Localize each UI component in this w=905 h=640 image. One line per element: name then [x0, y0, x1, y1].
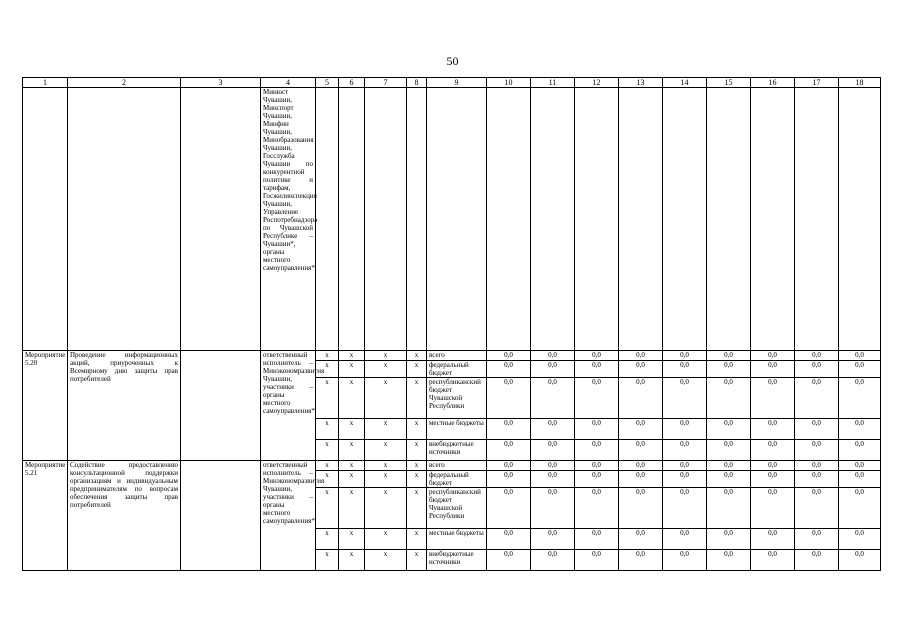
x-mark: х	[339, 351, 365, 361]
x-mark: х	[365, 378, 407, 419]
continuation-cell-9	[427, 88, 487, 351]
budget-value: 0,0	[663, 361, 707, 378]
budget-value: 0,0	[531, 550, 575, 571]
column-header-18: 18	[839, 78, 881, 88]
x-mark: х	[339, 378, 365, 419]
budget-value: 0,0	[487, 471, 531, 488]
budget-value: 0,0	[575, 378, 619, 419]
column-header-11: 11	[531, 78, 575, 88]
budget-value: 0,0	[795, 419, 839, 440]
budget-value: 0,0	[751, 378, 795, 419]
budget-value: 0,0	[531, 351, 575, 361]
x-mark: х	[365, 419, 407, 440]
header-row	[23, 78, 881, 88]
budget-value: 0,0	[839, 461, 881, 471]
budget-value: 0,0	[531, 361, 575, 378]
budget-value: 0,0	[795, 529, 839, 550]
measure-2-row	[23, 461, 881, 471]
x-mark: х	[316, 419, 339, 440]
continuation-cell-10	[487, 88, 531, 351]
budget-value: 0,0	[707, 351, 751, 361]
x-mark: х	[365, 461, 407, 471]
continuation-cell-15	[707, 88, 751, 351]
measure-title: Содействие предоставлению консультационной поддержки организациям и индивидуальным предпринимателям по вопросам обеспечения защиты прав потребителей	[68, 461, 181, 571]
measure-1-row	[23, 351, 881, 361]
budget-value: 0,0	[707, 440, 751, 461]
measure-col-3	[181, 351, 261, 461]
budget-value: 0,0	[531, 488, 575, 529]
budget-value: 0,0	[751, 361, 795, 378]
budget-value: 0,0	[487, 419, 531, 440]
continuation-cell-6	[339, 88, 365, 351]
column-header-3: 3	[181, 78, 261, 88]
continuation-cell-16	[751, 88, 795, 351]
column-header-2: 2	[68, 78, 181, 88]
budget-value: 0,0	[575, 351, 619, 361]
table-body	[23, 78, 881, 571]
budget-value: 0,0	[575, 550, 619, 571]
budget-value: 0,0	[795, 378, 839, 419]
column-header-6: 6	[339, 78, 365, 88]
budget-value: 0,0	[575, 361, 619, 378]
column-header-1: 1	[23, 78, 68, 88]
budget-value: 0,0	[619, 440, 663, 461]
budget-value: 0,0	[487, 488, 531, 529]
x-mark: х	[407, 471, 427, 488]
budget-value: 0,0	[663, 471, 707, 488]
continuation-cell-8	[407, 88, 427, 351]
budget-value: 0,0	[619, 419, 663, 440]
budget-value: 0,0	[663, 488, 707, 529]
budget-value: 0,0	[839, 471, 881, 488]
funding-source: местные бюджеты	[427, 529, 487, 550]
budget-value: 0,0	[619, 488, 663, 529]
column-header-14: 14	[663, 78, 707, 88]
continuation-cell-11	[531, 88, 575, 351]
x-mark: х	[365, 488, 407, 529]
budget-value: 0,0	[575, 440, 619, 461]
x-mark: х	[407, 550, 427, 571]
budget-value: 0,0	[575, 471, 619, 488]
x-mark: х	[316, 529, 339, 550]
page-number: 50	[446, 54, 459, 68]
budget-value: 0,0	[531, 461, 575, 471]
x-mark: х	[365, 361, 407, 378]
budget-value: 0,0	[619, 529, 663, 550]
x-mark: х	[407, 529, 427, 550]
budget-value: 0,0	[839, 440, 881, 461]
x-mark: х	[407, 361, 427, 378]
x-mark: х	[407, 351, 427, 361]
budget-value: 0,0	[575, 419, 619, 440]
budget-value: 0,0	[619, 461, 663, 471]
x-mark: х	[316, 488, 339, 529]
budget-value: 0,0	[487, 529, 531, 550]
budget-value: 0,0	[487, 440, 531, 461]
continuation-cell-1	[23, 88, 68, 351]
column-header-16: 16	[751, 78, 795, 88]
budget-value: 0,0	[487, 351, 531, 361]
funding-source: республиканский бюджет Чувашской Республики	[427, 488, 487, 529]
budget-value: 0,0	[531, 419, 575, 440]
x-mark: х	[339, 461, 365, 471]
budget-value: 0,0	[531, 471, 575, 488]
budget-value: 0,0	[751, 440, 795, 461]
budget-value: 0,0	[795, 550, 839, 571]
funding-source: местные бюджеты	[427, 419, 487, 440]
x-mark: х	[365, 529, 407, 550]
x-mark: х	[339, 471, 365, 488]
x-mark: х	[316, 461, 339, 471]
budget-value: 0,0	[663, 550, 707, 571]
budget-value: 0,0	[795, 361, 839, 378]
x-mark: х	[339, 440, 365, 461]
budget-value: 0,0	[795, 461, 839, 471]
x-mark: х	[407, 440, 427, 461]
column-header-17: 17	[795, 78, 839, 88]
continuation-cell-7	[365, 88, 407, 351]
budget-value: 0,0	[619, 550, 663, 571]
measure-code: Мероприятие 5.20	[23, 351, 68, 461]
measure-title: Проведение информационных акций, приуроченных к Всемирному дню защиты прав потребителей	[68, 351, 181, 461]
x-mark: х	[407, 461, 427, 471]
budget-value: 0,0	[575, 488, 619, 529]
column-header-15: 15	[707, 78, 751, 88]
budget-value: 0,0	[839, 488, 881, 529]
budget-value: 0,0	[619, 361, 663, 378]
budget-value: 0,0	[487, 361, 531, 378]
budget-value: 0,0	[531, 440, 575, 461]
funding-source: внебюджетные источники	[427, 550, 487, 571]
continuation-cell-14	[663, 88, 707, 351]
x-mark: х	[365, 471, 407, 488]
budget-value: 0,0	[531, 529, 575, 550]
x-mark: х	[365, 440, 407, 461]
budget-value: 0,0	[707, 378, 751, 419]
x-mark: х	[316, 550, 339, 571]
budget-value: 0,0	[839, 378, 881, 419]
budget-value: 0,0	[707, 419, 751, 440]
funding-source: федеральный бюджет	[427, 471, 487, 488]
column-header-9: 9	[427, 78, 487, 88]
column-header-12: 12	[575, 78, 619, 88]
continuation-cell-3	[181, 88, 261, 351]
budget-value: 0,0	[707, 361, 751, 378]
budget-value: 0,0	[619, 378, 663, 419]
budget-value: 0,0	[575, 529, 619, 550]
column-header-8: 8	[407, 78, 427, 88]
budget-value: 0,0	[839, 419, 881, 440]
x-mark: х	[407, 488, 427, 529]
continuation-row	[23, 88, 881, 351]
column-header-10: 10	[487, 78, 531, 88]
continuation-cell-13	[619, 88, 663, 351]
budget-value: 0,0	[839, 550, 881, 571]
x-mark: х	[339, 419, 365, 440]
x-mark: х	[407, 378, 427, 419]
x-mark: х	[339, 529, 365, 550]
budget-value: 0,0	[707, 488, 751, 529]
measure-col-3	[181, 461, 261, 571]
x-mark: х	[365, 550, 407, 571]
budget-value: 0,0	[795, 351, 839, 361]
budget-value: 0,0	[839, 529, 881, 550]
x-mark: х	[339, 488, 365, 529]
continuation-cell-17	[795, 88, 839, 351]
budget-value: 0,0	[487, 461, 531, 471]
budget-value: 0,0	[663, 529, 707, 550]
budget-value: 0,0	[663, 419, 707, 440]
x-mark: х	[316, 351, 339, 361]
budget-value: 0,0	[751, 488, 795, 529]
x-mark: х	[316, 471, 339, 488]
budget-value: 0,0	[487, 550, 531, 571]
budget-value: 0,0	[795, 471, 839, 488]
budget-value: 0,0	[751, 471, 795, 488]
budget-value: 0,0	[707, 550, 751, 571]
budget-value: 0,0	[839, 351, 881, 361]
funding-source: республиканский бюджет Чувашской Республики	[427, 378, 487, 419]
x-mark: х	[316, 361, 339, 378]
column-header-13: 13	[619, 78, 663, 88]
measure-code: Мероприятие 5.21	[23, 461, 68, 571]
x-mark: х	[365, 351, 407, 361]
budget-value: 0,0	[707, 529, 751, 550]
budget-value: 0,0	[663, 440, 707, 461]
budget-plan-table	[22, 77, 881, 571]
budget-value: 0,0	[839, 361, 881, 378]
funding-source: всего	[427, 461, 487, 471]
funding-source: всего	[427, 351, 487, 361]
funding-source: федеральный бюджет	[427, 361, 487, 378]
x-mark: х	[339, 550, 365, 571]
budget-value: 0,0	[751, 529, 795, 550]
budget-value: 0,0	[707, 471, 751, 488]
column-header-4: 4	[261, 78, 316, 88]
continuation-cell-12	[575, 88, 619, 351]
budget-value: 0,0	[663, 351, 707, 361]
x-mark: х	[339, 361, 365, 378]
continuation-cell-18	[839, 88, 881, 351]
measure-responsible: ответственный исполнитель – Минэкономразвития Чувашии, участники – органы местного самоуправления*	[261, 351, 316, 461]
budget-value: 0,0	[663, 461, 707, 471]
continuation-cell-4: Минюст Чувашии, Минспорт Чувашии, Минфин Чувашии, Минобразования Чувашии, Госслужба Чувашии по конкурентной политике и тарифам, Госжилинспекция Чувашии, Управление Роспотребнадзора по Чувашской Республике – Чувашии*, органы местного самоуправления*	[261, 88, 316, 351]
budget-value: 0,0	[619, 351, 663, 361]
continuation-cell-5	[316, 88, 339, 351]
continuation-cell-2	[68, 88, 181, 351]
budget-value: 0,0	[575, 461, 619, 471]
column-header-5: 5	[316, 78, 339, 88]
budget-value: 0,0	[795, 488, 839, 529]
budget-value: 0,0	[751, 550, 795, 571]
x-mark: х	[316, 378, 339, 419]
budget-value: 0,0	[487, 378, 531, 419]
x-mark: х	[316, 440, 339, 461]
budget-value: 0,0	[751, 351, 795, 361]
funding-source: внебюджетные источники	[427, 440, 487, 461]
column-header-7: 7	[365, 78, 407, 88]
budget-value: 0,0	[619, 471, 663, 488]
budget-value: 0,0	[707, 461, 751, 471]
budget-value: 0,0	[751, 419, 795, 440]
budget-value: 0,0	[751, 461, 795, 471]
budget-value: 0,0	[795, 440, 839, 461]
x-mark: х	[407, 419, 427, 440]
budget-value: 0,0	[531, 378, 575, 419]
budget-value: 0,0	[663, 378, 707, 419]
measure-responsible: ответственный исполнитель – Минэкономразвития Чувашии, участники – органы местного самоуправления*	[261, 461, 316, 571]
